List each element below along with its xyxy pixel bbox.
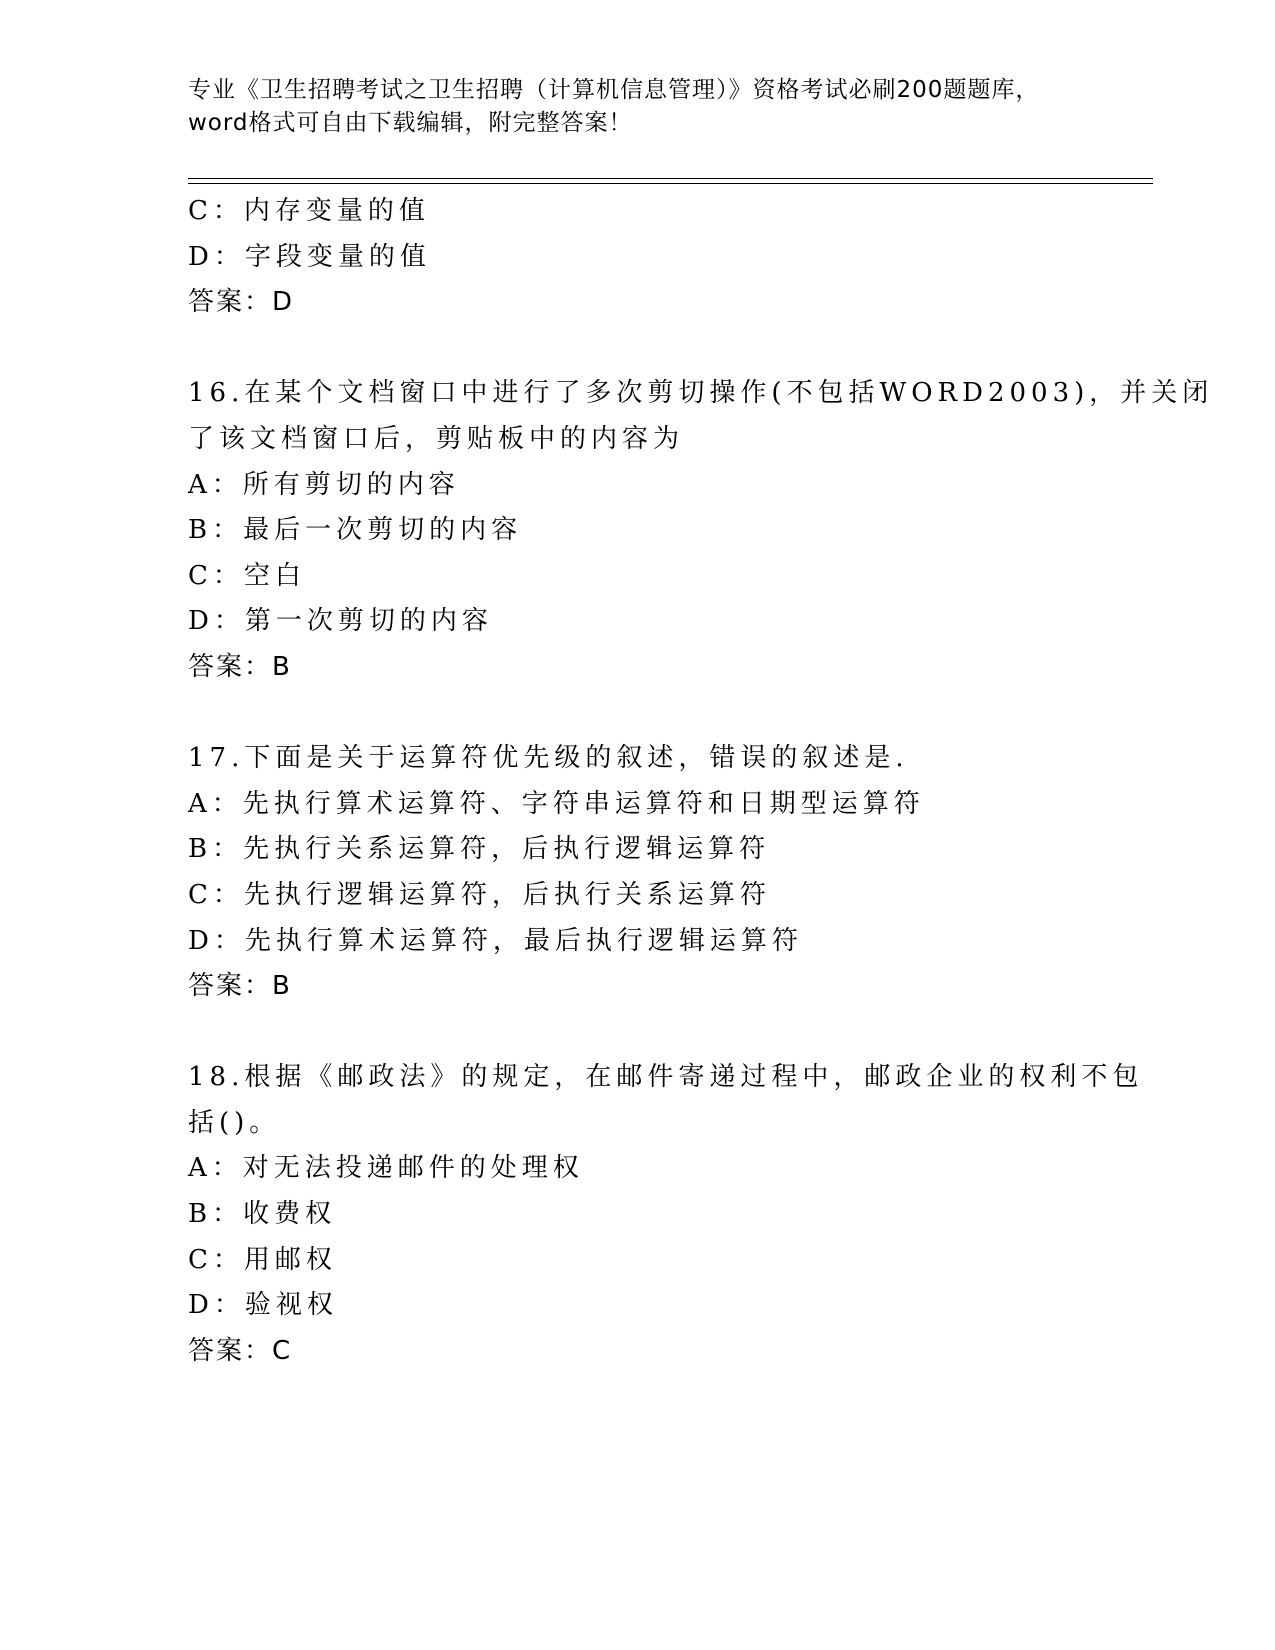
spacer [188, 326, 1088, 372]
answer: 答案：B [188, 971, 292, 1002]
question-17 [188, 736, 1088, 1010]
option-c: C：内存变量的值 [188, 196, 430, 226]
answer: 答案：B [188, 651, 292, 682]
header-divider-bottom [188, 183, 1153, 184]
option-a: A：对无法投递邮件的处理权 [188, 1153, 584, 1184]
header-line-1: 专业《卫生招聘考试之卫生招聘（计算机信息管理）》资格考试必刷200题题库， [188, 77, 1040, 103]
option-d: D：第一次剪切的内容 [188, 606, 493, 637]
question-stem-cont: 了该文档窗口后，剪贴板中的内容为 [188, 423, 685, 454]
question-stem-cont: 括()。 [188, 1107, 281, 1138]
question-list [188, 189, 1214, 1374]
option-a: A：所有剪切的内容 [188, 469, 460, 500]
option-a: A：先执行算术运算符、字符串运算符和日期型运算符 [188, 788, 925, 819]
option-b: B：收费权 [188, 1199, 337, 1230]
option-d: D：验视权 [188, 1290, 338, 1321]
header-divider-top [188, 178, 1153, 179]
question-stem: 18.根据《邮政法》的规定，在邮件寄递过程中，邮政企业的权利不包 [188, 1062, 1144, 1093]
spacer [188, 1010, 1088, 1056]
option-d: D：字段变量的值 [188, 241, 431, 272]
answer: 答案：C [188, 1335, 293, 1366]
document-header [188, 74, 1088, 140]
header-line-2: word格式可自由下载编辑，附完整答案！ [188, 110, 633, 136]
spacer [188, 691, 1088, 737]
question-15-tail [188, 189, 1088, 326]
question-16 [188, 371, 1214, 690]
option-d: D：先执行算术运算符，最后执行逻辑运算符 [188, 925, 803, 956]
question-18 [188, 1055, 1144, 1374]
option-c: C：空白 [188, 560, 306, 591]
answer: 答案：D [188, 287, 295, 318]
option-c: C：用邮权 [188, 1244, 337, 1275]
question-stem: 16.在某个文档窗口中进行了多次剪切操作(不包括WORD2003)，并关闭 [188, 378, 1214, 409]
option-c: C：先执行逻辑运算符，后执行关系运算符 [188, 879, 771, 910]
question-stem: 17.下面是关于运算符优先级的叙述，错误的叙述是. [188, 743, 909, 774]
option-b: B：最后一次剪切的内容 [188, 515, 523, 546]
option-b: B：先执行关系运算符，后执行逻辑运算符 [188, 834, 771, 865]
